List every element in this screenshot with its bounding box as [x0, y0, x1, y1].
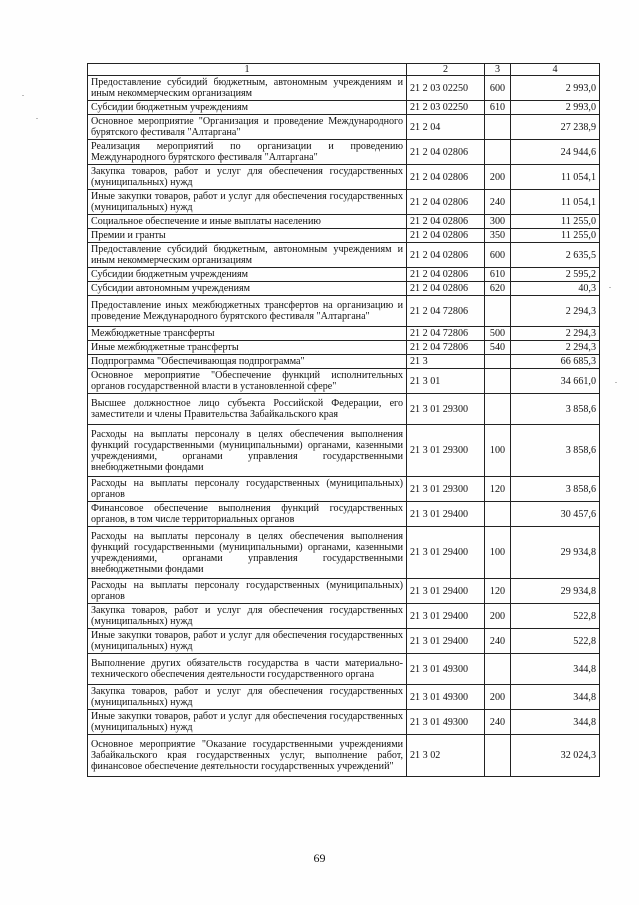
row-type [485, 140, 511, 165]
row-type: 100 [485, 425, 511, 477]
row-type [485, 355, 511, 369]
table-row [88, 296, 600, 327]
row-code: 21 3 01 29400 [407, 502, 485, 527]
row-amount: 2 294,3 [511, 327, 600, 341]
row-description: Закупка товаров, работ и услуг для обеспечения государственных (муниципальных) нужд [88, 685, 407, 710]
row-amount: 11 054,1 [511, 165, 600, 190]
row-type: 610 [485, 268, 511, 282]
page-number: 69 [313, 851, 326, 865]
table-row [88, 229, 600, 243]
row-code: 21 3 01 29400 [407, 629, 485, 654]
row-amount: 32 024,3 [511, 735, 600, 777]
row-code: 21 2 04 72806 [407, 327, 485, 341]
scan-speck [609, 287, 611, 288]
row-code: 21 2 04 02806 [407, 268, 485, 282]
row-code: 21 3 01 29300 [407, 425, 485, 477]
row-description: Иные закупки товаров, работ и услуг для обеспечения государственных (муниципальных) нужд [88, 710, 407, 735]
row-description: Финансовое обеспечение выполнения функций государственных органов, в том числе территориальных органов [88, 502, 407, 527]
row-code: 21 2 04 02806 [407, 215, 485, 229]
header-col-2: 2 [407, 64, 485, 76]
row-type: 600 [485, 76, 511, 101]
row-amount: 344,8 [511, 654, 600, 685]
header-col-3: 3 [485, 64, 511, 76]
row-description: Расходы на выплаты персоналу в целях обеспечения выполнения функций государственными (муниципальными) органами, казенными учреждениями, органами управления государственными внебюджетными фондами [88, 425, 407, 477]
row-amount: 29 934,8 [511, 579, 600, 604]
row-description: Высшее должностное лицо субъекта Российской Федерации, его заместители и члены Правительства Забайкальского края [88, 394, 407, 425]
header-col-4: 4 [511, 64, 600, 76]
row-amount: 3 858,6 [511, 477, 600, 502]
row-type: 200 [485, 604, 511, 629]
row-code: 21 3 02 [407, 735, 485, 777]
row-description: Межбюджетные трансферты [88, 327, 407, 341]
row-type: 300 [485, 215, 511, 229]
scan-speck [22, 95, 24, 96]
table-row [88, 215, 600, 229]
table-row [88, 394, 600, 425]
row-description: Предоставление субсидий бюджетным, автономным учреждениям и иным некоммерческим организациям [88, 243, 407, 268]
row-code: 21 2 04 72806 [407, 341, 485, 355]
table-row [88, 341, 600, 355]
row-description: Расходы на выплаты персоналу в целях обеспечения выполнения функций государственными (муниципальными) органами, казенными учреждениями, органами управления государственными внебюджетными фондами [88, 527, 407, 579]
table-row [88, 502, 600, 527]
row-description: Иные закупки товаров, работ и услуг для обеспечения государственных (муниципальных) нужд [88, 629, 407, 654]
scan-speck [615, 382, 617, 383]
scan-speck [36, 118, 38, 119]
table-row [88, 369, 600, 394]
row-type: 200 [485, 685, 511, 710]
row-description: Расходы на выплаты персоналу государственных (муниципальных) органов [88, 579, 407, 604]
row-amount: 66 685,3 [511, 355, 600, 369]
row-amount: 34 661,0 [511, 369, 600, 394]
row-description: Расходы на выплаты персоналу государственных (муниципальных) органов [88, 477, 407, 502]
row-code: 21 3 01 29300 [407, 477, 485, 502]
table-row [88, 190, 600, 215]
row-amount: 11 054,1 [511, 190, 600, 215]
table-row [88, 735, 600, 777]
row-description: Основное мероприятие "Организация и проведение Международного бурятского фестиваля "Алтаргана" [88, 115, 407, 140]
row-type [485, 502, 511, 527]
table-row [88, 685, 600, 710]
row-amount: 30 457,6 [511, 502, 600, 527]
row-amount: 3 858,6 [511, 425, 600, 477]
table-row [88, 282, 600, 296]
table-row [88, 101, 600, 115]
row-code: 21 3 01 [407, 369, 485, 394]
budget-table [87, 63, 600, 777]
row-description: Субсидии автономным учреждениям [88, 282, 407, 296]
row-type [485, 654, 511, 685]
table-row [88, 629, 600, 654]
row-description: Закупка товаров, работ и услуг для обеспечения государственных (муниципальных) нужд [88, 604, 407, 629]
row-type [485, 369, 511, 394]
table-row [88, 710, 600, 735]
row-code: 21 3 01 29300 [407, 394, 485, 425]
row-description: Предоставление субсидий бюджетным, автономным учреждениям и иным некоммерческим организациям [88, 76, 407, 101]
table-row [88, 355, 600, 369]
row-amount: 344,8 [511, 685, 600, 710]
row-type: 240 [485, 190, 511, 215]
table-row [88, 477, 600, 502]
row-type: 200 [485, 165, 511, 190]
row-description: Подпрограмма "Обеспечивающая подпрограмма" [88, 355, 407, 369]
row-description: Субсидии бюджетным учреждениям [88, 101, 407, 115]
row-code: 21 3 01 29400 [407, 604, 485, 629]
row-description: Основное мероприятие "Обеспечение функций исполнительных органов государственной власти в установленной сфере" [88, 369, 407, 394]
row-amount: 2 294,3 [511, 341, 600, 355]
row-code: 21 3 01 49300 [407, 685, 485, 710]
row-type [485, 394, 511, 425]
table-row [88, 115, 600, 140]
row-amount: 2 993,0 [511, 76, 600, 101]
table-row [88, 579, 600, 604]
row-type: 620 [485, 282, 511, 296]
row-code: 21 2 04 02806 [407, 190, 485, 215]
row-code: 21 2 04 [407, 115, 485, 140]
row-amount: 2 993,0 [511, 101, 600, 115]
table-row [88, 604, 600, 629]
row-type: 540 [485, 341, 511, 355]
row-description: Социальное обеспечение и иные выплаты населению [88, 215, 407, 229]
row-amount: 27 238,9 [511, 115, 600, 140]
table-header-row [88, 64, 600, 76]
row-code: 21 2 04 02806 [407, 140, 485, 165]
row-amount: 2 294,3 [511, 296, 600, 327]
row-amount: 522,8 [511, 629, 600, 654]
row-type: 120 [485, 477, 511, 502]
row-description: Закупка товаров, работ и услуг для обеспечения государственных (муниципальных) нужд [88, 165, 407, 190]
row-type [485, 735, 511, 777]
row-code: 21 3 01 49300 [407, 710, 485, 735]
row-type: 500 [485, 327, 511, 341]
table-row [88, 654, 600, 685]
row-code: 21 2 04 02806 [407, 229, 485, 243]
row-type [485, 115, 511, 140]
row-amount: 2 635,5 [511, 243, 600, 268]
row-description: Основное мероприятие "Оказание государственными учреждениями Забайкальского края государственных услуг, выполнение работ, финансовое обеспечение деятельности государственных учреждений" [88, 735, 407, 777]
row-type: 100 [485, 527, 511, 579]
row-amount: 29 934,8 [511, 527, 600, 579]
row-amount: 344,8 [511, 710, 600, 735]
row-code: 21 2 04 02806 [407, 165, 485, 190]
row-description: Выполнение других обязательств государства в части материально-технического обеспечения деятельности государственного органа [88, 654, 407, 685]
row-code: 21 2 03 02250 [407, 101, 485, 115]
table-row [88, 76, 600, 101]
row-code: 21 3 01 29400 [407, 579, 485, 604]
row-code: 21 2 04 02806 [407, 282, 485, 296]
row-amount: 11 255,0 [511, 229, 600, 243]
row-amount: 2 595,2 [511, 268, 600, 282]
row-description: Премии и гранты [88, 229, 407, 243]
table-row [88, 527, 600, 579]
row-description: Иные межбюджетные трансферты [88, 341, 407, 355]
row-type: 120 [485, 579, 511, 604]
row-description: Предоставление иных межбюджетных трансфертов на организацию и проведение Международного бурятского фестиваля "Алтаргана" [88, 296, 407, 327]
row-type: 350 [485, 229, 511, 243]
row-type: 240 [485, 629, 511, 654]
row-amount: 3 858,6 [511, 394, 600, 425]
row-code: 21 3 [407, 355, 485, 369]
row-amount: 40,3 [511, 282, 600, 296]
row-description: Реализация мероприятий по организации и проведению Международного бурятского фестиваля "Алтаргана" [88, 140, 407, 165]
row-type: 610 [485, 101, 511, 115]
row-type: 600 [485, 243, 511, 268]
row-amount: 24 944,6 [511, 140, 600, 165]
row-description: Субсидии бюджетным учреждениям [88, 268, 407, 282]
header-col-1: 1 [88, 64, 407, 76]
row-code: 21 2 03 02250 [407, 76, 485, 101]
row-code: 21 3 01 49300 [407, 654, 485, 685]
table-row [88, 268, 600, 282]
row-type: 240 [485, 710, 511, 735]
row-code: 21 2 04 72806 [407, 296, 485, 327]
row-type [485, 296, 511, 327]
row-amount: 11 255,0 [511, 215, 600, 229]
table-row [88, 425, 600, 477]
table-row [88, 165, 600, 190]
table-row [88, 243, 600, 268]
table-row [88, 140, 600, 165]
row-code: 21 3 01 29400 [407, 527, 485, 579]
row-code: 21 2 04 02806 [407, 243, 485, 268]
row-amount: 522,8 [511, 604, 600, 629]
row-description: Иные закупки товаров, работ и услуг для обеспечения государственных (муниципальных) нужд [88, 190, 407, 215]
table-body [88, 76, 600, 777]
table-row [88, 327, 600, 341]
